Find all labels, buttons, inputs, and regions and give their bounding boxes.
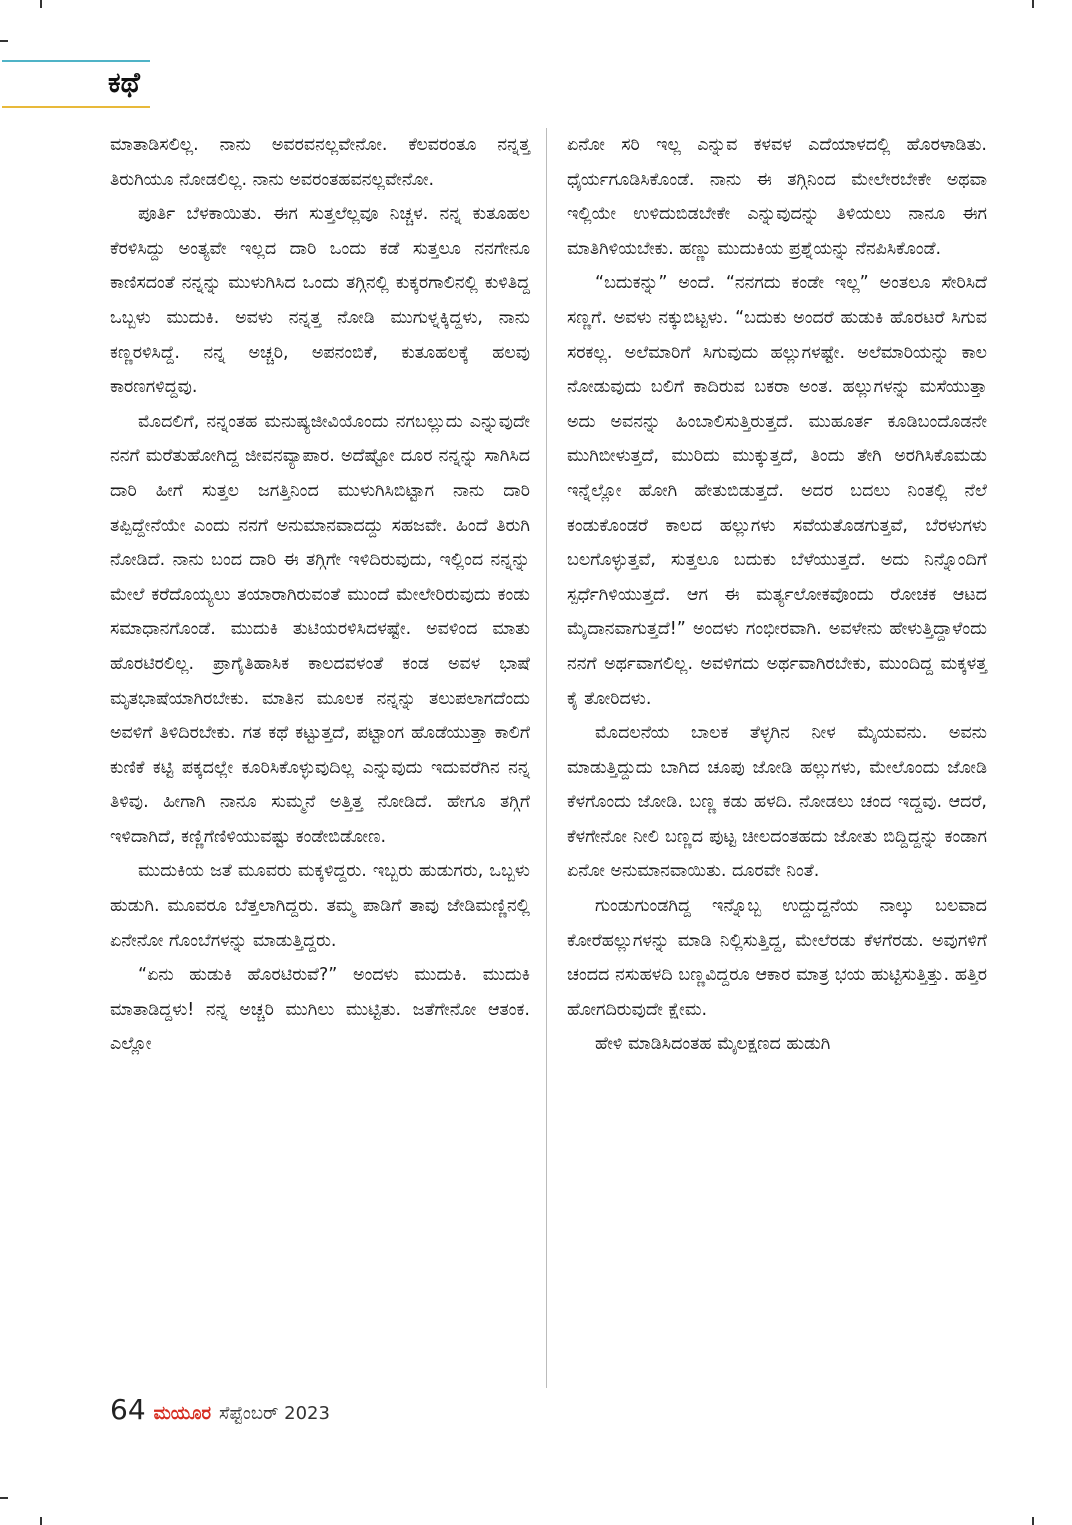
paragraph: ಪೂರ್ತಿ ಬೆಳಕಾಯಿತು. ಈಗ ಸುತ್ತಲೆಲ್ಲವೂ ನಿಚ್ಚಳ. ನನ್ನ ಕುತೂಹಲ ಕೆರಳಿಸಿದ್ದು ಅಂತ್ಯವೇ ಇಲ್ಲದ ದಾರಿ ಒಂದು ಕಡೆ ಸುತ್ತಲೂ ನನಗೇನೂ ಕಾಣಿಸದಂತೆ ನನ್ನನ್ನು ಮುಳುಗಿಸಿದ ಒಂದು ತಗ್ಗಿನಲ್ಲಿ ಕುಕ್ಕರಗಾಲಿನಲ್ಲಿ ಕುಳಿತಿದ್ದ ಒಬ್ಬಳು ಮುದುಕಿ. ಅವಳು ನನ್ನತ್ತ ನೋಡಿ ಮುಗುಳ್ನಕ್ಕಿದ್ದಳು, ನಾನು ಕಣ್ಣರಳಿಸಿದ್ದೆ. ನನ್ನ ಅಚ್ಚರಿ, ಅಪನಂಬಿಕೆ, ಕುತೂಹಲಕ್ಕೆ ಹಲವು ಕಾರಣಗಳಿದ್ದವು. [110,204,530,398]
paragraph: “ಏನು ಹುಡುಕಿ ಹೊರಟಿರುವೆ?” ಅಂದಳು ಮುದುಕಿ. ಮುದುಕಿ ಮಾತಾಡಿದ್ದಳು! ನನ್ನ ಅಚ್ಚರಿ ಮುಗಿಲು ಮುಟ್ಟಿತು. ಜತೆಗೇನೋ ಆತಂಕ. ಎಲ್ಲೋ [110,965,530,1055]
crop-mark [0,40,8,42]
crop-mark [1032,1517,1034,1525]
paragraph: ಮುದುಕಿಯ ಜತೆ ಮೂವರು ಮಕ್ಕಳಿದ್ದರು. ಇಬ್ಬರು ಹುಡುಗರು, ಒಬ್ಬಳು ಹುಡುಗಿ. ಮೂವರೂ ಬೆತ್ತಲಾಗಿದ್ದರು. ತಮ್ಮ ಪಾಡಿಗೆ ತಾವು ಜೇಡಿಮಣ್ಣಿನಲ್ಲಿ ಏನೇನೋ ಗೊಂಬೆಗಳನ್ನು ಮಾಡುತ್ತಿದ್ದರು. [110,861,530,951]
paragraph: ಮೊದಲನೆಯ ಬಾಲಕ ತೆಳ್ಳಗಿನ ನೀಳ ಮೈಯವನು. ಅವನು ಮಾಡುತ್ತಿದ್ದುದು ಬಾಗಿದ ಚೂಪು ಜೋಡಿ ಹಲ್ಲುಗಳು, ಮೇಲೊಂದು ಜೋಡಿ ಕೆಳಗೊಂದು ಜೋಡಿ. ಬಣ್ಣ ಕಡು ಹಳದಿ. ನೋಡಲು ಚಂದ ಇದ್ದವು. ಆದರೆ, ಕೆಳಗೇನೋ ನೀಲಿ ಬಣ್ಣದ ಪುಟ್ಟ ಚೀಲದಂತಹದು ಜೋತು ಬಿದ್ದಿದ್ದನ್ನು ಕಂಡಾಗ ಏನೋ ಅನುಮಾನವಾಯಿತು. ದೂರವೇ ನಿಂತೆ. [567,723,987,882]
header-rule-bottom [2,106,150,108]
crop-mark [40,0,42,8]
paragraph: ಮೊದಲಿಗೆ, ನನ್ನಂತಹ ಮನುಷ್ಯಜೀವಿಯೊಂದು ನಗಬಲ್ಲುದು ಎನ್ನುವುದೇ ನನಗೆ ಮರೆತುಹೋಗಿದ್ದ ಜೀವನವ್ಯಾಪಾರ. ಅದೆಷ್ಟೋ ದೂರ ನನ್ನನ್ನು ಸಾಗಿಸಿದ ದಾರಿ ಹೀಗೆ ಸುತ್ತಲ ಜಗತ್ತಿನಿಂದ ಮುಳುಗಿಸಿಬಿಟ್ಟಾಗ ನಾನು ದಾರಿ ತಪ್ಪಿದ್ದೇನೆಯೇ ಎಂದು ನನಗೆ ಅನುಮಾನವಾದದ್ದು ಸಹಜವೇ. ಹಿಂದೆ ತಿರುಗಿ ನೋಡಿದೆ. ನಾನು ಬಂದ ದಾರಿ ಈ ತಗ್ಗಿಗೇ ಇಳಿದಿರುವುದು, ಇಲ್ಲಿಂದ ನನ್ನನ್ನು ಮೇಲೆ ಕರೆದೊಯ್ಯಲು ತಯಾರಾಗಿರುವಂತೆ ಮುಂದೆ ಮೇಲೇರಿರುವುದು ಕಂಡು ಸಮಾಧಾನಗೊಂಡೆ. ಮುದುಕಿ ತುಟಿಯರಳಿಸಿದಳಷ್ಟೇ. ಅವಳಿಂದ ಮಾತು ಹೊರಟಿರಲಿಲ್ಲ. ಪ್ರಾಗೈತಿಹಾಸಿಕ ಕಾಲದವಳಂತೆ ಕಂಡ ಅವಳ ಭಾಷೆ ಮೃತಭಾಷೆಯಾಗಿರಬೇಕು. ಮಾತಿನ ಮೂಲಕ ನನ್ನನ್ನು ತಲುಪಲಾಗದೆಂದು ಅವಳಿಗೆ ತಿಳಿದಿರಬೇಕು. ಗತ ಕಥೆ ಕಟ್ಟುತ್ತದೆ, ಪಟ್ಟಾಂಗ ಹೊಡೆಯುತ್ತಾ ಕಾಲಿಗೆ ಕುಣಿಕೆ ಕಟ್ಟಿ ಪಕ್ಕದಲ್ಲೇ ಕೂರಿಸಿಕೊಳ್ಳುವುದಿಲ್ಲ ಎನ್ನುವುದು ಇದುವರೆಗಿನ ನನ್ನ ತಿಳಿವು. ಹೀಗಾಗಿ ನಾನೂ ಸುಮ್ಮನೆ ಅತ್ತಿತ್ತ ನೋಡಿದೆ. ಹೇಗೂ ತಗ್ಗಿಗೆ ಇಳಿದಾಗಿದೆ, ಕಣ್ಣಿಗೆಣಿಳಿಯುವಷ್ಟು ಕಂಡೇಬಿಡೋಣ. [110,411,530,847]
crop-mark [40,1517,42,1525]
paragraph: ಮಾತಾಡಿಸಲಿಲ್ಲ. ನಾನು ಅವರವನಲ್ಲವೇನೋ. ಕೆಲವರಂತೂ ನನ್ನತ್ತ ತಿರುಗಿಯೂ ನೋಡಲಿಲ್ಲ. ನಾನು ಅವರಂತಹವನಲ್ಲವೇನೋ. [110,135,530,190]
crop-mark [0,1497,8,1499]
header-rule-top [2,60,150,62]
paragraph: ಹೇಳಿ ಮಾಡಿಸಿದಂತಹ ಮೈಲಕ್ಷಣದ ಹುಡುಗಿ [595,1034,831,1055]
column-divider [546,128,547,1388]
section-label: ಕಥೆ [108,66,140,99]
left-column [110,128,530,1062]
paragraph: “ಬದುಕನ್ನು” ಅಂದೆ. “ನನಗದು ಕಂಡೇ ಇಲ್ಲ” ಅಂತಲೂ ಸೇರಿಸಿದೆ ಸಣ್ಣಗೆ. ಅವಳು ನಕ್ಕುಬಿಟ್ಟಳು. “ಬದುಕು ಅಂದರೆ ಹುಡುಕಿ ಹೊರಟರೆ ಸಿಗುವ ಸರಕಲ್ಲ. ಅಲೆಮಾರಿಗೆ ಸಿಗುವುದು ಹಲ್ಲುಗಳಷ್ಟೇ. ಅಲೆಮಾರಿಯನ್ನು ಕಾಲ ನೋಡುವುದು ಬಲಿಗೆ ಕಾದಿರುವ ಬಕರಾ ಅಂತ. ಹಲ್ಲುಗಳನ್ನು ಮಸೆಯುತ್ತಾ ಅದು ಅವನನ್ನು ಹಿಂಬಾಲಿಸುತ್ತಿರುತ್ತದೆ. ಮುಹೂರ್ತ ಕೂಡಿಬಂದೊಡನೇ ಮುಗಿಬೀಳುತ್ತದೆ, ಮುರಿದು ಮುಕ್ಕುತ್ತದೆ, ತಿಂದು ತೇಗಿ ಅರಗಿಸಿಕೊಮಡು ಇನ್ನೆಲ್ಲೋ ಹೋಗಿ ಹೇತುಬಿಡುತ್ತದೆ. ಅದರ ಬದಲು ನಿಂತಲ್ಲಿ ನೆಲೆ ಕಂಡುಕೊಂಡರೆ ಕಾಲದ ಹಲ್ಲುಗಳು ಸವೆಯತೊಡಗುತ್ತವೆ, ಬೆರಳುಗಳು ಬಲಗೊಳ್ಳುತ್ತವೆ, ಸುತ್ತಲೂ ಬದುಕು ಬೆಳೆಯುತ್ತದೆ. ಅದು ನಿನ್ನೊಂದಿಗೆ ಸ್ಪರ್ಧೆಗಿಳಿಯುತ್ತದೆ. ಆಗ ಈ ಮರ್ತ್ಯಲೋಕವೊಂದು ರೋಚಕ ಆಟದ ಮೈದಾನವಾಗುತ್ತದೆ!” ಅಂದಳು ಗಂಭೀರವಾಗಿ. ಅವಳೇನು ಹೇಳುತ್ತಿದ್ದಾಳೆಂದು ನನಗೆ ಅರ್ಥವಾಗಲಿಲ್ಲ. ಅವಳಿಗದು ಅರ್ಥವಾಗಿರಬೇಕು, ಮುಂದಿದ್ದ ಮಕ್ಕಳತ್ತ ಕೈ ತೋರಿದಳು. [567,273,987,709]
page-footer [110,1393,330,1426]
page-number: 64 [110,1393,146,1426]
crop-mark [1032,0,1034,8]
magazine-logo: ಮಯೂರ [153,1403,212,1424]
paragraph: ಗುಂಡುಗುಂಡಗಿದ್ದ ಇನ್ನೊಬ್ಬ ಉದ್ದುದ್ದನೆಯ ನಾಲ್ಕು ಬಲವಾದ ಕೋರೆಹಲ್ಲುಗಳನ್ನು ಮಾಡಿ ನಿಲ್ಲಿಸುತ್ತಿದ್ದ, ಮೇಲೆರಡು ಕೆಳಗೆರಡು. ಅವುಗಳಿಗೆ ಚಂದದ ನಸುಹಳದಿ ಬಣ್ಣವಿದ್ದರೂ ಆಕಾರ ಮಾತ್ರ ಭಯ ಹುಟ್ಟಿಸುತ್ತಿತ್ತು. ಹತ್ತಿರ ಹೋಗದಿರುವುದೇ ಕ್ಷೇಮ. [567,896,987,1020]
issue-date: ಸೆಪ್ಟೆಂಬರ್ 2023 [219,1403,330,1424]
right-column [567,128,987,1062]
paragraph: ಏನೋ ಸರಿ ಇಲ್ಲ ಎನ್ನುವ ಕಳವಳ ಎದೆಯಾಳದಲ್ಲಿ ಹೊರಳಾಡಿತು. ಧೈರ್ಯಗೂಡಿಸಿಕೊಂಡೆ. ನಾನು ಈ ತಗ್ಗಿನಿಂದ ಮೇಲೇರಬೇಕೇ ಅಥವಾ ಇಲ್ಲಿಯೇ ಉಳಿದುಬಿಡಬೇಕೇ ಎನ್ನುವುದನ್ನು ತಿಳಿಯಲು ನಾನೂ ಈಗ ಮಾತಿಗಿಳಿಯಬೇಕು. ಹಣ್ಣು ಮುದುಕಿಯ ಪ್ರಶ್ನೆಯನ್ನು ನೆನಪಿಸಿಕೊಂಡೆ. [567,135,987,259]
